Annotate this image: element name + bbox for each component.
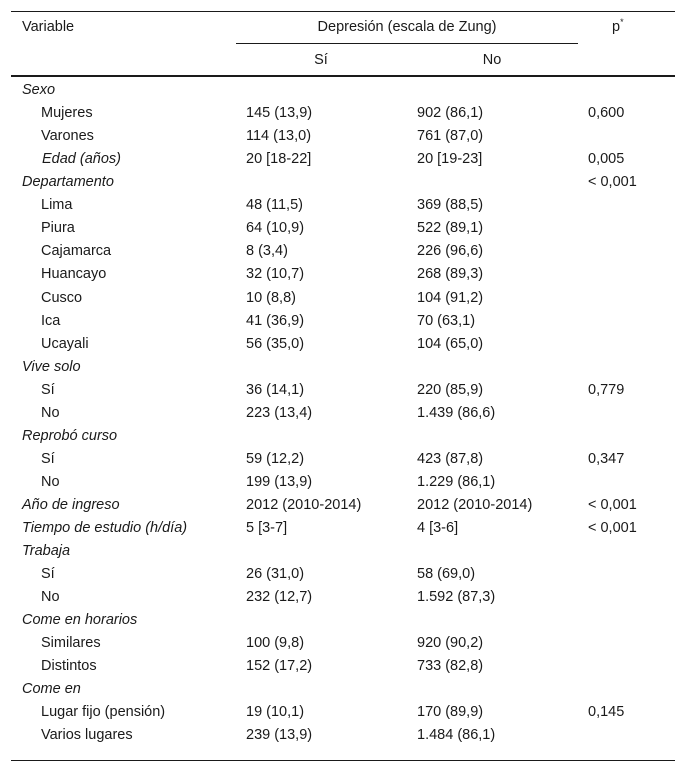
row-no-value: 522 (89,1): [417, 220, 484, 237]
row-no-value: 1.484 (86,1): [417, 727, 496, 744]
row-label: Sí: [41, 381, 55, 398]
header-no: No: [482, 52, 502, 68]
row-label: Piura: [41, 220, 75, 237]
row-p-value: 0,347: [588, 450, 625, 467]
row-label: Ica: [41, 312, 61, 329]
header-group: Depresión (escala de Zung): [317, 19, 497, 35]
header-p-footnote-mark: *: [620, 17, 624, 27]
row-si-value: 8 (3,4): [246, 243, 288, 260]
row-p-value: < 0,001: [588, 174, 637, 191]
row-si-value: 36 (14,1): [246, 381, 305, 398]
row-si-value: 145 (13,9): [246, 105, 313, 121]
row-label: No: [41, 473, 60, 490]
row-label: Distintos: [41, 658, 97, 675]
row-si-value: 59 (12,2): [246, 450, 305, 467]
top-rule: [11, 11, 675, 12]
row-label: No: [41, 404, 60, 421]
row-label: Similares: [41, 635, 101, 652]
row-no-value: 170 (89,9): [417, 704, 484, 721]
row-no-value: 220 (85,9): [417, 381, 484, 398]
row-si-value: 232 (12,7): [246, 589, 313, 606]
row-si-value: 32 (10,7): [246, 266, 305, 283]
row-label: Come en: [22, 681, 81, 698]
row-label: Vive solo: [22, 358, 81, 375]
row-p-value: 0,005: [588, 151, 625, 168]
row-si-value: 223 (13,4): [246, 404, 313, 421]
header-variable: Variable: [22, 19, 75, 35]
row-no-value: 58 (69,0): [417, 566, 476, 582]
header-p-label: p: [612, 19, 621, 35]
row-si-value: 10 (8,8): [246, 289, 296, 306]
row-label: Sí: [41, 450, 55, 467]
row-label: Reprobó curso: [22, 427, 118, 444]
row-si-value: 2012 (2010-2014): [246, 496, 362, 513]
row-label: Tiempo de estudio (h/día): [22, 520, 188, 536]
row-label: Edad (años): [42, 151, 121, 168]
row-no-value: 4 [3-6]: [417, 520, 459, 536]
row-p-value: 0,779: [588, 381, 625, 398]
row-label: Lima: [41, 197, 73, 214]
row-label: Ucayali: [41, 335, 89, 352]
row-no-value: 1.439 (86,6): [417, 404, 496, 421]
group-underline: [236, 43, 578, 44]
row-p-value: < 0,001: [588, 496, 637, 513]
row-si-value: 5 [3-7]: [246, 520, 288, 536]
row-si-value: 26 (31,0): [246, 566, 305, 582]
row-label: Mujeres: [41, 105, 93, 121]
row-no-value: 2012 (2010-2014): [417, 496, 533, 513]
bottom-rule: [11, 760, 675, 761]
row-p-value: 0,600: [588, 105, 625, 121]
row-no-value: 733 (82,8): [417, 658, 484, 675]
row-no-value: 104 (65,0): [417, 335, 484, 352]
row-label: Lugar fijo (pensión): [41, 704, 166, 721]
row-label: Trabaja: [22, 543, 71, 559]
row-no-value: 1.229 (86,1): [417, 473, 496, 490]
row-p-value: < 0,001: [588, 520, 637, 536]
row-si-value: 100 (9,8): [246, 635, 305, 652]
row-no-value: 369 (88,5): [417, 197, 484, 214]
row-label: Sí: [41, 566, 55, 582]
header-p: [612, 18, 624, 36]
row-si-value: 48 (11,5): [246, 197, 303, 214]
row-no-value: 226 (96,6): [417, 243, 484, 260]
row-si-value: 56 (35,0): [246, 335, 305, 352]
row-label: No: [41, 589, 60, 606]
row-no-value: 902 (86,1): [417, 105, 484, 121]
row-no-value: 920 (90,2): [417, 635, 484, 652]
row-si-value: 114 (13,0): [246, 128, 312, 145]
row-label: Varios lugares: [41, 727, 133, 744]
row-si-value: 41 (36,9): [246, 312, 305, 329]
row-si-value: 152 (17,2): [246, 658, 313, 675]
row-no-value: 104 (91,2): [417, 289, 484, 306]
row-no-value: 1.592 (87,3): [417, 589, 496, 606]
row-label: Cajamarca: [41, 243, 112, 260]
row-label: Año de ingreso: [22, 496, 120, 513]
row-no-value: 423 (87,8): [417, 450, 484, 467]
row-label: Come en horarios: [22, 612, 138, 629]
row-si-value: 19 (10,1): [246, 704, 305, 721]
row-label: Sexo: [22, 82, 56, 98]
row-no-value: 761 (87,0): [417, 128, 484, 145]
row-label: Huancayo: [41, 266, 107, 283]
row-label: Departamento: [22, 174, 114, 191]
row-no-value: 268 (89,3): [417, 266, 484, 283]
header-si: Sí: [314, 52, 328, 68]
row-no-value: 20 [19-23]: [417, 151, 483, 168]
row-si-value: 64 (10,9): [246, 220, 305, 237]
header-rule: [11, 75, 675, 77]
row-label: Varones: [41, 128, 94, 145]
row-p-value: 0,145: [588, 704, 625, 721]
row-no-value: 70 (63,1): [417, 312, 476, 329]
row-si-value: 20 [18-22]: [246, 151, 312, 168]
row-label: Cusco: [41, 289, 83, 306]
row-si-value: 199 (13,9): [246, 473, 313, 490]
row-si-value: 239 (13,9): [246, 727, 313, 744]
